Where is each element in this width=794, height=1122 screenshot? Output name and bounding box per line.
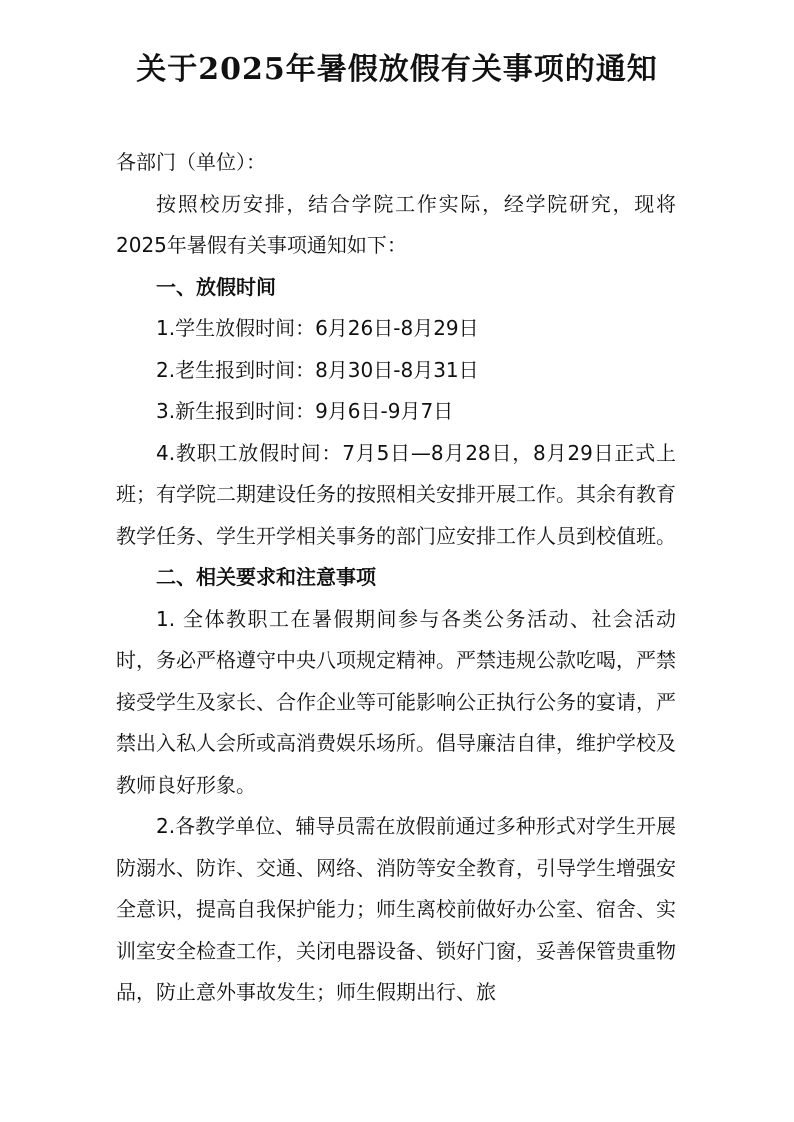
document-title: 关于2025年暑假放假有关事项的通知	[136, 52, 658, 87]
list-item: 1.学生放假时间：6月26日-8月29日	[156, 316, 479, 340]
list-item: 4.教职工放假时间：7月5日—8月28日，8月29日正式上班；有学院二期建设任务的按照相关安排开展工作。其余有教育教学任务、学生开学相关事务的部门应安排工作人员到校值班。	[116, 440, 676, 548]
document-body	[116, 142, 676, 1014]
salutation: 各部门（单位）：	[116, 150, 266, 174]
section-heading-requirements: 二、相关要求和注意事项	[156, 565, 376, 589]
intro-paragraph: 按照校历安排，结合学院工作实际，经学院研究，现将2025年暑假有关事项通知如下：	[116, 191, 676, 257]
list-item: 2.各教学单位、辅导员需在放假前通过多种形式对学生开展防溺水、防诈、交通、网络、消防等安全教育，引导学生增强安全意识，提高自我保护能力；师生离校前做好办公室、宿舍、实训室安全检查工作，关闭电器设备、锁好门窗，妥善保管贵重物品，防止意外事故发生；师生假期出行、旅	[116, 814, 676, 1004]
list-item: 2.老生报到时间：8月30日-8月31日	[156, 357, 479, 382]
section-heading-vacation-time: 一、放假时间	[156, 274, 276, 299]
list-item: 3.新生报到时间：9月6日-9月7日	[156, 399, 454, 423]
list-item: 1. 全体教职工在暑假期间参与各类公务活动、社会活动时，务必严格遵守中央八项规定精神。严禁违规公款吃喝，严禁接受学生及家长、合作企业等可能影响公正执行公务的宴请，严禁出入私人会所或高消费娱乐场所。倡导廉洁自律，维护学校及教师良好形象。	[116, 606, 676, 797]
